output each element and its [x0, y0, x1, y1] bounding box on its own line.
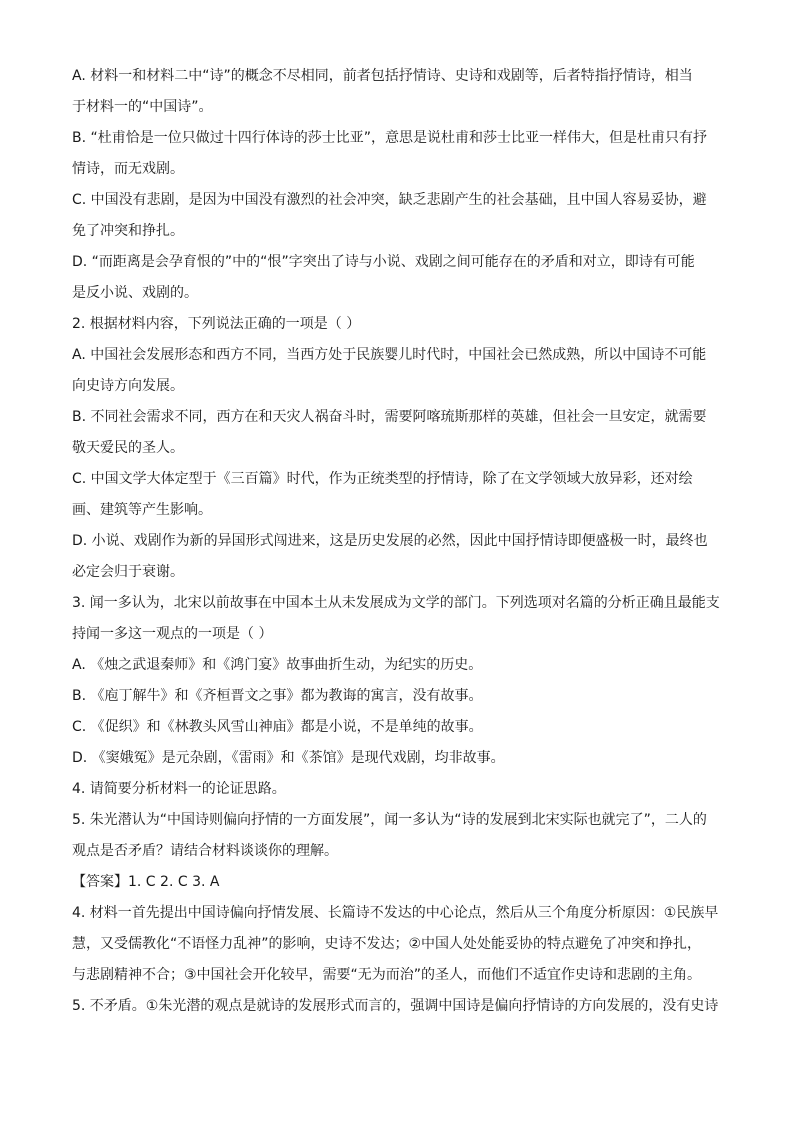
answer-key: 【答案】1. C 2. C 3. A — [72, 874, 220, 890]
option-b-line-1: B. “杜甫恰是一位只做过十四行体诗的莎士比亚”，意思是说杜甫和莎士比亚一样伟大，但是杜甫只有抒 — [72, 130, 708, 146]
answer-5-line-1: 5. 不矛盾。①朱光潜的观点是就诗的发展形式而言的，强调中国诗是偏向抒情诗的方向发展的，没有史诗 — [72, 998, 719, 1014]
q2-option-c-line-2: 画、建筑等产生影响。 — [72, 502, 212, 518]
option-c-line-1: C. 中国没有悲剧，是因为中国没有激烈的社会冲突，缺乏悲剧产生的社会基础，且中国人容易妥协，避 — [72, 192, 707, 208]
answer-4-line-2: 慧，又受儒教化“不语怪力乱神”的影响，史诗不发达；②中国人处处能妥协的特点避免了冲突和挣扎， — [72, 936, 702, 952]
q2-option-a-line-1: A. 中国社会发展形态和西方不同，当西方处于民族婴儿时代时，中国社会已然成熟，所以中国诗不可能 — [72, 347, 707, 363]
q2-option-d-line-2: 必定会归于衰谢。 — [72, 564, 184, 580]
document-body — [72, 61, 724, 1022]
question-2: 2. 根据材料内容，下列说法正确的一项是（ ） — [72, 316, 361, 332]
q3-option-c: C. 《促织》和《林教头风雪山神庙》都是小说，不是单纯的故事。 — [72, 719, 483, 735]
question-5-line-1: 5. 朱光潜认为“中国诗则偏向抒情的一方面发展”，闻一多认为“诗的发展到北宋实际也就完了”，二人的 — [72, 812, 707, 828]
q2-option-b-line-1: B. 不同社会需求不同，西方在和天灾人祸奋斗时，需要阿喀琉斯那样的英雄，但社会一旦安定，就需要 — [72, 409, 707, 425]
question-5-line-2: 观点是否矛盾？请结合材料谈谈你的理解。 — [72, 843, 338, 859]
question-3-line-2: 持闻一多这一观点的一项是（ ） — [72, 626, 273, 642]
option-a-line-1: A. 材料一和材料二中“诗”的概念不尽相同，前者包括抒情诗、史诗和戏剧等，后者特指抒情诗，相当 — [72, 68, 693, 84]
option-d-line-1: D. “而距离是会孕育恨的”中的“恨”字突出了诗与小说、戏剧之间可能存在的矛盾和对立，即诗有可能 — [72, 254, 695, 270]
q3-option-b: B. 《庖丁解牛》和《齐桓晋文之事》都为教诲的寓言，没有故事。 — [72, 688, 483, 704]
q3-option-d: D. 《窦娥冤》是元杂剧，《雷雨》和《茶馆》是现代戏剧，均非故事。 — [72, 750, 505, 766]
option-d-line-2: 是反小说、戏剧的。 — [72, 285, 198, 301]
q2-option-b-line-2: 敬天爱民的圣人。 — [72, 440, 184, 456]
q2-option-c-line-1: C. 中国文学大体定型于《三百篇》时代，作为正统类型的抒情诗，除了在文学领域大放异彩，还对绘 — [72, 471, 693, 487]
q2-option-a-line-2: 向史诗方向发展。 — [72, 378, 184, 394]
option-c-line-2: 免了冲突和挣扎。 — [72, 223, 184, 239]
option-a-line-2: 于材料一的“中国诗”。 — [72, 99, 213, 115]
answer-4-line-1: 4. 材料一首先提出中国诗偏向抒情发展、长篇诗不发达的中心论点，然后从三个角度分析原因：①民族早 — [72, 905, 719, 921]
option-b-line-2: 情诗，而无戏剧。 — [72, 161, 184, 177]
answer-4-line-3: 与悲剧精神不合；③中国社会开化较早，需要“无为而治”的圣人，而他们不适宜作史诗和悲剧的主角。 — [72, 967, 702, 983]
q3-option-a: A. 《烛之武退秦师》和《鸿门宴》故事曲折生动，为纪实的历史。 — [72, 657, 483, 673]
question-3-line-1: 3. 闻一多认为，北宋以前故事在中国本土从未发展成为文学的部门。下列选项对名篇的分析正确且最能支 — [72, 595, 720, 611]
q2-option-d-line-1: D. 小说、戏剧作为新的异国形式闯进来，这是历史发展的必然，因此中国抒情诗即便盛极一时，最终也 — [72, 533, 708, 549]
question-4: 4. 请简要分析材料一的论证思路。 — [72, 781, 286, 797]
